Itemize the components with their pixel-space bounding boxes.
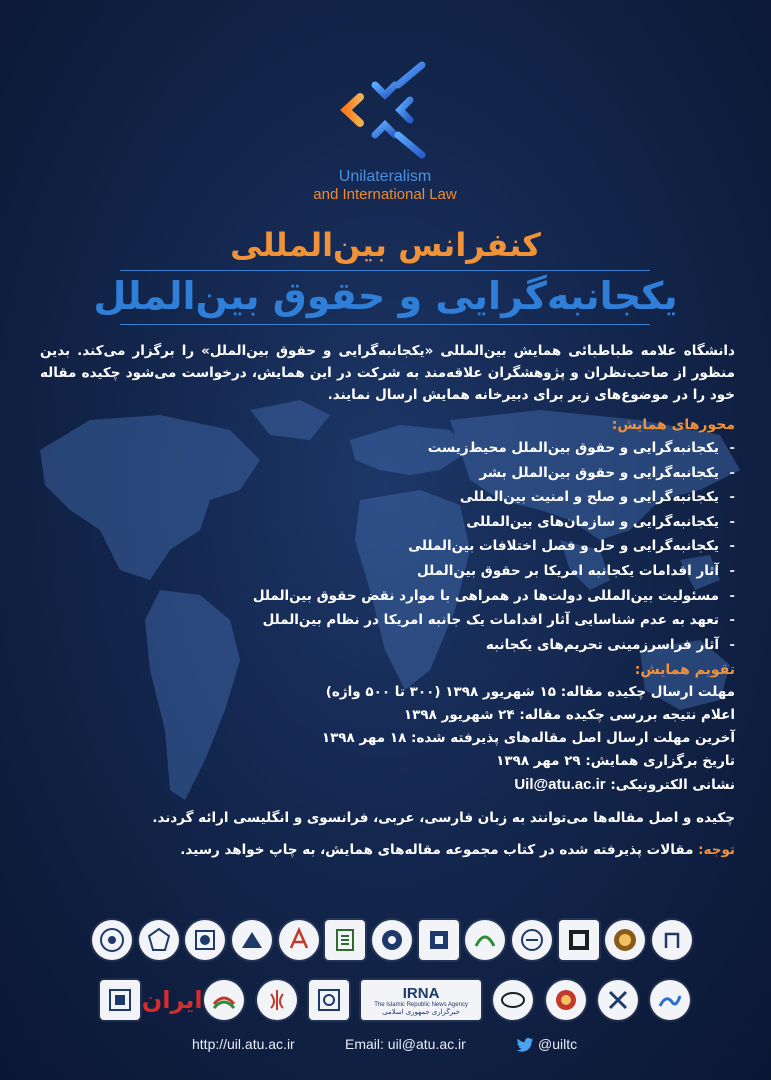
sponsor-logo-icon (605, 920, 645, 960)
sponsor-logo-icon (204, 980, 244, 1020)
list-item: - آثار اقدامات یکجانبه امریکا بر حقوق بین‌الملل (417, 562, 735, 579)
list-item: - یکجانبه‌گرایی و صلح و امنیت بین‌المللی (459, 489, 735, 506)
schedule-line: مهلت ارسال چکیده مقاله: ۱۵ شهریور ۱۳۹۸ (۳۰۰ تا ۵۰۰ واژه) (325, 684, 735, 701)
logo-english-text (270, 168, 500, 204)
sponsor-logos-row-2 (100, 978, 690, 1022)
sponsor-logo-icon (100, 980, 140, 1020)
sponsor-logo-icon (139, 920, 179, 960)
email-label: نشانی الکترونیکی: (610, 777, 735, 794)
email-link[interactable]: Uil@atu.ac.ir (514, 776, 606, 794)
list-item: - تعهد به عدم شناسایی آثار اقدامات یک جانبه امریکا در نظام بین‌الملل (262, 612, 735, 629)
sponsor-logos-row-1 (92, 918, 692, 962)
note-line (40, 839, 735, 861)
sponsor-logo-icon (372, 920, 412, 960)
sponsor-logo-icon (493, 980, 533, 1020)
schedule-line: اعلام نتیجه بررسی چکیده مقاله: ۲۴ شهریور ۱۳۹۸ (403, 707, 735, 724)
sponsor-logo-icon (650, 980, 690, 1020)
conference-logo-icon (330, 55, 440, 165)
title-line-2: یکجانبه‌گرایی و حقوق بین‌الملل (93, 274, 678, 318)
logo-line-international-law: and International Law (313, 186, 457, 203)
sponsor-logo-icon (309, 980, 349, 1020)
sponsor-logo-icon (257, 980, 297, 1020)
title-divider-top (120, 270, 650, 271)
sponsor-logo-icon (325, 920, 365, 960)
sponsor-logo-icon (559, 920, 599, 960)
note-text: مقالات پذیرفته شده در کتاب مجموعه مقاله‌های همایش، به چاپ خواهد رسید. (180, 842, 694, 859)
list-item: - مسئولیت بین‌المللی دولت‌ها در همراهی با موارد نقض حقوق بین‌الملل (252, 587, 735, 604)
website-link[interactable]: http://uil.atu.ac.ir (192, 1036, 295, 1052)
list-item: - آثار فراسرزمینی تحریم‌های یکجانبه (485, 636, 735, 653)
axes-title: محورهای همایش: (611, 417, 735, 433)
sponsor-logo-icon (185, 920, 225, 960)
irna-logo (361, 980, 481, 1020)
schedule-line: آخرین مهلت ارسال اصل مقاله‌های پذیرفته شده: ۱۸ مهر ۱۳۹۸ (321, 730, 735, 747)
schedule-list (40, 681, 735, 797)
main-content (40, 340, 735, 861)
sponsor-logo-icon (652, 920, 692, 960)
logo-line-unilateralism: Unilateralism (338, 168, 432, 185)
intro-paragraph: دانشگاه علامه طباطبائی همایش بین‌المللی «یکجانبه‌گرایی و حقوق بین‌الملل» را برگزار می‌کند. بدین منظور از صاحب‌نظران و پژوهشگران علاقه‌مند به شرکت در این همایش، درخواست می‌شود چکیده مقاله خود را در موضوع‌های زیر برای دبیرخانه همایش ارسال نمایند. (40, 343, 735, 403)
iran-newspaper-logo: ایران (141, 986, 203, 1014)
schedule-email-line (40, 773, 735, 797)
irna-title: IRNA (402, 984, 440, 1002)
axes-list (40, 436, 735, 657)
irna-subtitle-en: The Islamic Republic News Agency (374, 1001, 468, 1008)
sponsor-logo-icon (92, 920, 132, 960)
sponsor-logo-icon (512, 920, 552, 960)
list-item: - یکجانبه‌گرایی و حقوق بین‌الملل بشر (479, 464, 735, 481)
schedule-line: تاریخ برگزاری همایش: ۲۹ مهر ۱۳۹۸ (496, 753, 735, 770)
sponsor-logo-icon (465, 920, 505, 960)
title-divider-bottom (120, 324, 650, 325)
list-item: - یکجانبه‌گرایی و حقوق بین‌الملل محیط‌زیست (427, 440, 735, 456)
sponsor-logo-icon (598, 980, 638, 1020)
twitter-handle: @uiltc (538, 1036, 578, 1052)
schedule-title: تقویم همایش: (634, 662, 735, 679)
sponsor-logo-icon (419, 920, 459, 960)
irna-subtitle-fa: خبرگزاری جمهوری اسلامی (382, 1008, 461, 1016)
languages-line: چکیده و اصل مقاله‌ها می‌توانند به زبان فارسی، عربی، فرانسوی و انگلیسی ارائه گردند. (152, 810, 735, 827)
sponsor-logo-icon (232, 920, 272, 960)
list-item: - یکجانبه‌گرایی و سازمان‌های بین‌المللی (466, 513, 735, 530)
twitter-icon (516, 1038, 534, 1052)
twitter-link[interactable] (516, 1036, 577, 1052)
footer (0, 1032, 771, 1056)
title-line-1: کنفرانس بین‌المللی (230, 226, 541, 264)
sponsor-logo-icon (546, 980, 586, 1020)
footer-email-link[interactable]: Email: uil@atu.ac.ir (345, 1036, 466, 1052)
note-label: توجه: (698, 842, 735, 859)
sponsor-logo-icon (279, 920, 319, 960)
list-item: - یکجانبه‌گرایی و حل و فصل اختلافات بین‌المللی (408, 538, 735, 555)
